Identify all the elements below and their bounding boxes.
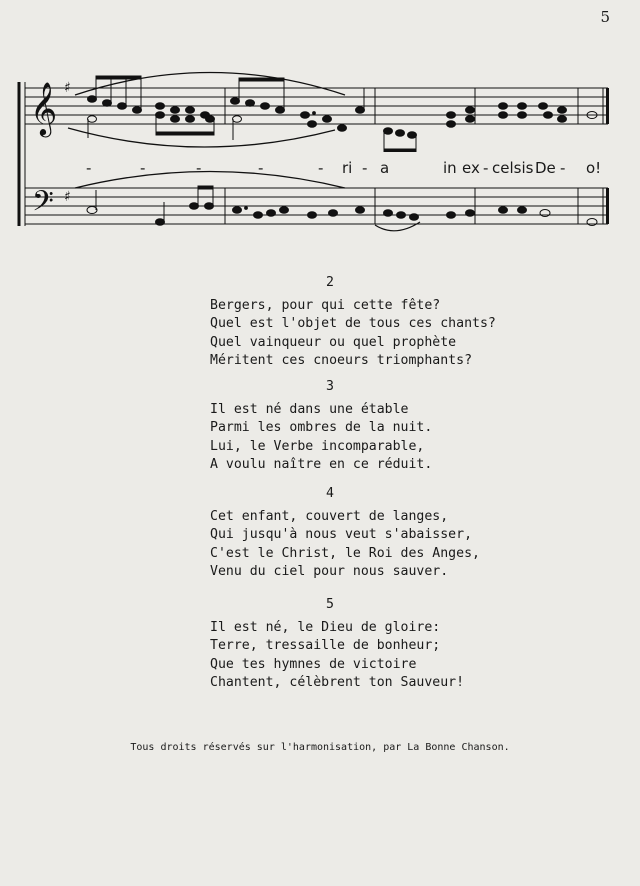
stanza-line: Qui jusqu'à nous veut s'abaisser,	[210, 527, 473, 542]
stanza-2	[210, 274, 496, 371]
lyric-syllable: -	[560, 159, 566, 177]
lyric-syllable: -	[362, 159, 368, 177]
stanza-line: A voulu naître en ce réduit.	[210, 457, 433, 472]
music-score	[0, 0, 640, 240]
stanza-line: Méritent ces cnoeurs triomphants?	[210, 353, 473, 368]
stanza-line: Terre, tressaille de bonheur;	[210, 638, 441, 653]
stanza-line: C'est le Christ, le Roi des Anges,	[210, 545, 480, 561]
stanza-3	[210, 378, 450, 475]
lyric-syllable: ex	[462, 159, 480, 177]
lyric-syllable: -	[483, 159, 489, 177]
stanza-number: 5	[326, 597, 334, 612]
final-barline	[606, 88, 609, 124]
stanza-number: 3	[326, 379, 334, 394]
stanza-line: Que tes hymnes de victoire	[210, 656, 417, 672]
lyric-syllable: ri	[342, 159, 353, 177]
stanza-line: Il est né dans une étable	[210, 401, 409, 417]
stanza-5	[210, 596, 464, 693]
stanza-4	[210, 485, 480, 582]
slur	[375, 222, 420, 231]
stanza-line: Cet enfant, couvert de langes,	[210, 508, 449, 524]
lyric-syllable: -	[86, 159, 92, 177]
lyric-syllable: celsis	[492, 159, 534, 177]
page-number: 5	[600, 8, 610, 26]
copyright-footer: Tous droits réservés sur l'harmonisation, par La Bonne Chanson.	[130, 742, 510, 753]
lyric-syllable: o!	[586, 159, 602, 177]
key-signature-sharp-icon: ♯	[64, 189, 71, 205]
stanza-line: Quel est l'objet de tous ces chants?	[210, 316, 496, 331]
lyric-syllable: -	[140, 159, 146, 177]
key-signature-sharp-icon: ♯	[64, 80, 71, 96]
stanza-line: Lui, le Verbe incomparable,	[210, 438, 425, 454]
bass-staff	[25, 188, 608, 224]
lyric-syllable: De	[535, 159, 556, 177]
lyric-syllable: -	[258, 159, 264, 177]
lyric-syllable: -	[318, 159, 324, 177]
bass-clef-icon: 𝄢	[32, 185, 54, 225]
treble-clef-icon: 𝄞	[30, 81, 58, 135]
lyric-syllable: a	[380, 159, 390, 177]
lyric-syllable: -	[196, 159, 202, 177]
stanza-line: Bergers, pour qui cette fête?	[210, 297, 441, 313]
stanza-number: 2	[326, 275, 334, 290]
lyrics-row	[0, 159, 640, 179]
lyric-syllable: in	[443, 159, 457, 177]
treble-notes	[88, 76, 598, 152]
slur	[68, 128, 335, 147]
stanza-line: Quel vainqueur ou quel prophète	[210, 334, 457, 350]
stanza-line: Venu du ciel pour nous sauver.	[210, 564, 449, 579]
stanza-line: Il est né, le Dieu de gloire:	[210, 619, 441, 635]
stanza-line: Parmi les ombres de la nuit.	[210, 420, 433, 435]
stanza-line: Chantent, célèbrent ton Sauveur!	[210, 675, 465, 690]
stanza-number: 4	[326, 486, 334, 501]
